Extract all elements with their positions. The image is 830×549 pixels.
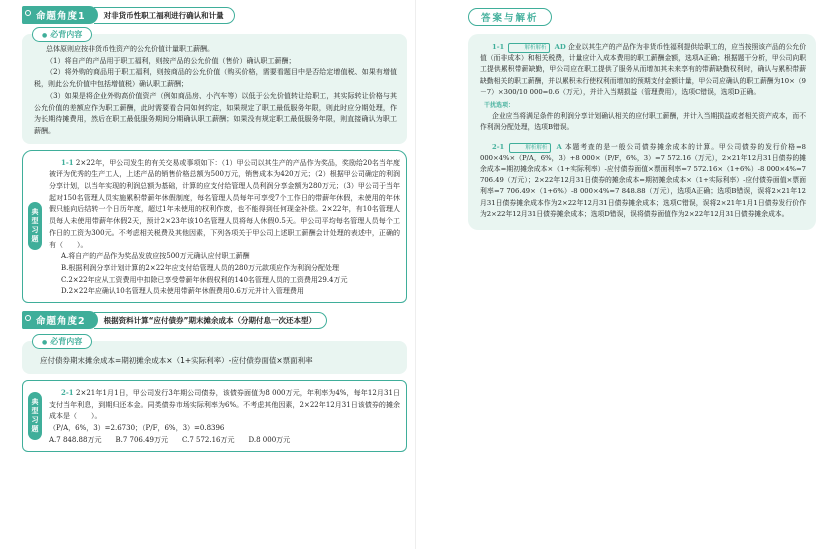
analysis-badge: 解析解析 [509,143,551,153]
must-know-box-1 [22,30,407,144]
angle2-title: 根据资料计算“应付债券”期末摊余成本（分期付息一次还本型） [94,312,327,329]
exercise-1-stem: 1-1 2×22年，甲公司发生的有关交易或事项如下：（1）甲公司以其生产的产品作为奖品，奖励给20名当年度被评为优秀的生产工人，上述产品的销售价格总额为500万元，销售成本为420万元；（2）根据甲公司确定的利润分享计划，以当年实现的利润总额为基础，计算的应支付给管理人员利润分享金额为280万元；（3）甲公司于当年起对150名管理人员实施累积带薪年休假制度，每名管理人员每年可享受7个工作日的带薪年休假，未使用的年休假只能向后结转一个日历年度，超过1年未使用的权利作废，也不能得到任何现金补偿。2×22年，有10名管理人员每人未使用带薪年休假2天，预计2×23年该10名管理人员将每人休假0.5天。甲公司平均每名管理人员每个工作日的工资为300元。不考虑相关税费及其他因素，下列各项关于甲公司上述职工薪酬会计处理的表述中，正确的有（ ）。 [49,157,400,249]
must-know-box-2 [22,337,407,374]
exercise-1 [22,150,407,303]
option-a: A.7 848.88万元 [49,435,102,444]
options-row [49,435,400,447]
angle1-tag: 命题角度1 [22,6,98,24]
must-line: （1）将自产的产品用于职工福利，则按产品的公允价值（售价）确认职工薪酬； [46,56,296,65]
must-know-label-2: ● 必背内容 [32,334,92,349]
answers-box [468,34,816,230]
must-know-label-1: ● 必背内容 [32,27,92,42]
formula: 应付债券期末摊余成本=期初摊余成本×（1+实际利率）-应付债券面值×票面利率 [40,356,313,366]
must-line: （2）将外购的商品用于职工福利，则按商品的公允价值（购买价格，需要看题目中是否给定增值税、如果有增值税，则此公允价值中包括增值税）确认职工薪酬； [34,68,397,89]
answers-title: 答案与解析 [468,8,552,26]
distractor-label: 干扰选项： [484,102,515,110]
factors: （P/A，6%，3）=2.6730；（P/F，6%，3）=0.8396 [49,424,225,433]
exercise-2-stem: 2-1 2×21年1月1日，甲公司发行3年期公司债券，该债券面值为8 000万元，年利率为4%，每年12月31日支付当年利息，到期归还本金。同类债券市场实际利率为6%。不考虑其他因素，2×22年12月31日该债券的摊余成本是（ ）。 [49,388,401,421]
option-b: B.7 706.49万元 [115,435,168,444]
analysis-badge: 解析解析 [508,43,550,53]
angle2-banner [22,311,407,329]
angle1-banner [22,6,407,24]
option-d: D.8 000万元 [248,435,291,444]
option-a: A.将自产的产品作为奖品发放应按500万元确认应付职工薪酬 [61,252,250,261]
distractor-text: 企业应当将满足条件的利润分享计划确认相关的应付职工薪酬，并计入当期损益或者相关资产成本，而不作利润分配处理，选项B错误。 [480,112,806,132]
exercise-label-1: 典型习题 [27,151,43,302]
angle2-tag: 命题角度2 [22,311,98,329]
exercise-2 [22,380,407,452]
option-d: D.2×22年应确认10名管理人员未使用带薪年休假费用0.6万元并计入管理费用 [61,287,304,296]
right-page [415,0,830,549]
option-c: C.2×22年应从工资费用中扣除已享受带薪年休假权利的140名管理人员的工资费用29.4万元 [61,275,348,284]
must-line: （3）如果是将企业外购高价值资产（例如商品房、小汽车等）以低于公允价值转让给职工，其实际转让价格与其公允价值的差额应作为职工薪酬，此时需要看合同如何约定，如果规定了职工最低服务年限，则此时应分期处理，作为长期待摊费用，然后在职工最低服务期间分期确认职工薪酬；如果没有规定职工最低服务年限，则直接确认为职工薪酬。 [34,91,397,135]
answer-1-1: 1-1 解析解析 AD 企业以其生产的产品作为非货币性福利提供给职工的，应当按照该产品的公允价值（而非成本）和相关税费，计量应计入成本费用的职工薪酬金额，选项A正确；根据题干分析，甲公司向职工提供累积带薪缺勤，甲公司应在职工提供了服务从而增加其未来享有的带薪缺勤权利时，确认与累积带薪缺勤相关的职工薪酬，并以累积未行使权利而增加的预期支付金额计量，甲公司应确认的职工薪酬为10×（9－7）×300/10 000=0.6（万元），并计入当期损益（管理费用），选项C错误，选项D正确。 [480,43,806,96]
answer-2-1: 2-1 解析解析 A 本题考查的是一般公司债券摊余成本的计算。甲公司债券的发行价格=8 000×4%×（P/A，6%，3）+8 000×（P/F，6%，3）=7 572.16（万元），2×21年12月31日债券的摊余成本=期初摊余成本×（1+实际利率）-应付债券面值×票面利率=7 572.16×（1+6%）-8 000×4%=7 706.49（万元）；2×22年12月31日债券的摊余成本=期初摊余成本×（1+实际利率）-应付债券面值×票面利率=7 706.49×（1+6%）-8 000×4%=7 848.88（万元），选项A正确；选项B错误，误将2×21年12月31日债券摊余成本作为2×22年12月31日债券摊余成本；选项C错误，误将2×21年1月1日债券发行价作为2×22年12月31日债券摊余成本；选项D错误，误将债券面值作为2×22年12月31日债券摊余成本。 [480,142,806,218]
angle1-title: 对非货币性职工福利进行确认和计量 [94,7,235,24]
option-b: B.根据利润分享计划计算的2×22年应支付给管理人员的280万元款项应作为利润分配处理 [61,263,339,272]
exercise-label-2: 典型习题 [27,381,43,451]
must-line: 总体原则应按非货币性资产的公允价值计量职工薪酬。 [46,45,214,53]
option-c: C.7 572.16万元 [182,435,235,444]
